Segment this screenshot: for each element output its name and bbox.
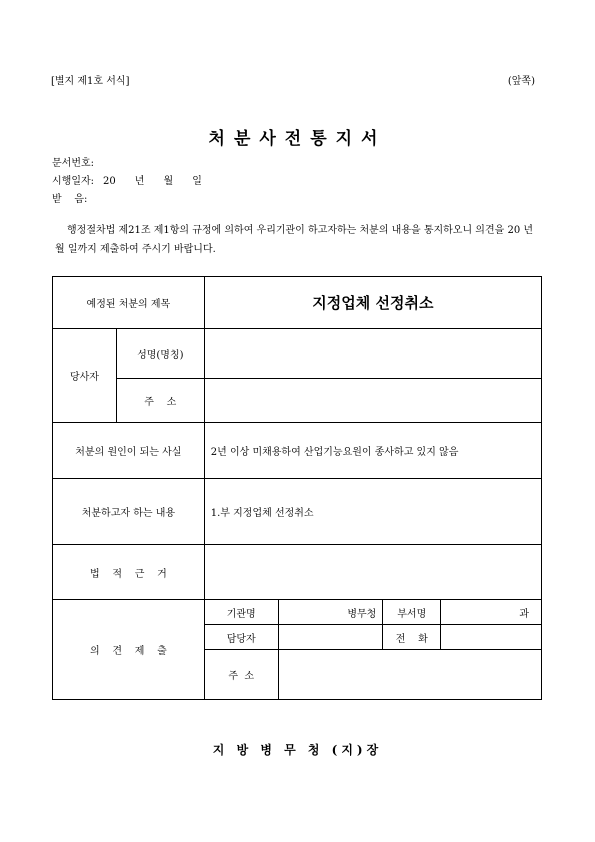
recipient-label: 받 음: xyxy=(52,194,88,205)
agency-value: 병무청 xyxy=(278,600,383,625)
title-value: 지정업체 선정취소 xyxy=(204,277,541,329)
opinion-address-label: 주 소 xyxy=(204,650,278,700)
party-label: 당사자 xyxy=(53,329,117,423)
address-label: 주 소 xyxy=(116,379,204,423)
dept-value: 과 xyxy=(441,600,542,625)
address-value xyxy=(204,379,541,423)
legal-basis-value xyxy=(204,545,541,600)
content-label: 처분하고자 하는 내용 xyxy=(53,479,205,545)
issuer-signature-line: 지 방 병 무 청 (지)장 xyxy=(212,743,383,757)
notice-table xyxy=(52,276,542,700)
opinion-address-value xyxy=(278,650,541,700)
legal-basis-label: 법 적 근 거 xyxy=(53,545,205,600)
cause-label: 처분의 원인이 되는 사실 xyxy=(53,423,205,479)
issue-date-value: 20 년 월 일 xyxy=(103,176,202,187)
name-value xyxy=(204,329,541,379)
intro-paragraph: 행정절차법 제21조 제1항의 규정에 의하여 우리기관이 하고자하는 처분의 내용을 통지하오니 의견을 20 년 월 일까지 제출하여 주시기 바랍니다. xyxy=(55,225,534,255)
agency-label: 기관명 xyxy=(204,600,278,625)
page-side: (앞쪽) xyxy=(507,76,535,87)
phone-label: 전 화 xyxy=(383,625,441,650)
opinion-label: 의 견 제 출 xyxy=(53,600,205,700)
phone-value xyxy=(441,625,542,650)
dept-label: 부서명 xyxy=(383,600,441,625)
doc-number-label: 문서번호: xyxy=(52,158,95,169)
title-label: 예정된 처분의 제목 xyxy=(53,277,205,329)
content-value: 1.부 지정업체 선정취소 xyxy=(204,479,541,545)
cause-value: 2년 이상 미채용하여 산업기능요원이 종사하고 있지 않음 xyxy=(204,423,541,479)
name-label: 성명(명칭) xyxy=(116,329,204,379)
document-title: 처분사전통지서 xyxy=(208,129,387,149)
person-value xyxy=(278,625,383,650)
person-label: 담당자 xyxy=(204,625,278,650)
form-number: [별지 제1호 서식] xyxy=(51,76,130,87)
issue-date-label: 시행일자: xyxy=(52,176,95,187)
